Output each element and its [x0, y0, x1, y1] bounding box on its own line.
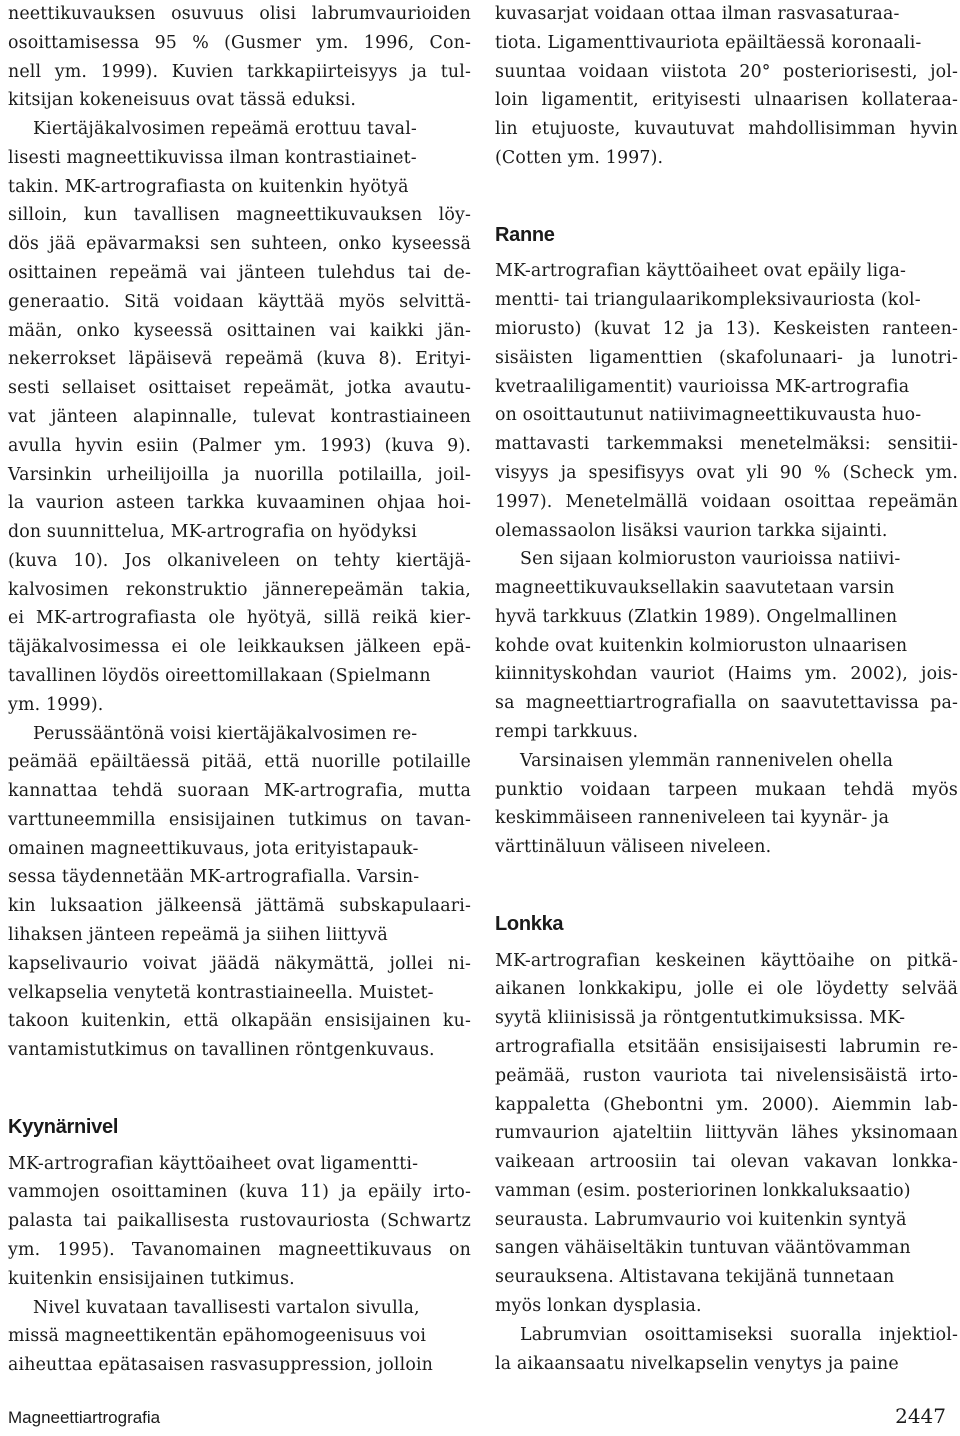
- section-spacer: [495, 939, 958, 947]
- text-line: seurauksena. Altistavana tekijänä tunnetaan: [495, 1267, 895, 1288]
- text-line: olemassaolon lisäksi vaurion tarkka sijainti.: [495, 520, 888, 541]
- text-line: sa magneettiartrografialla on saavutettavissa pa-: [495, 693, 958, 714]
- paragraph: [495, 0, 958, 173]
- text-line: missä magneettikentän epähomogeenisuus voi: [8, 1326, 427, 1347]
- right-column: [495, 0, 958, 1378]
- text-line: Nivel kuvataan tavallisesti vartalon sivulla,: [33, 1297, 420, 1318]
- text-line: aikanen lonkkakipu, jolle ei ole löydetty selvää: [495, 979, 958, 1000]
- text-line: vat jänteen alapinnalle, tulevat kontrastiaineen: [8, 406, 471, 427]
- text-line: kapselivaurio voivat jäädä näkymättä, jollei ni-: [8, 953, 471, 974]
- text-line: palasta tai paikallisesta rustovauriosta (Schwartz: [8, 1211, 471, 1232]
- text-line: varttuneemmilla ensisijainen tutkimus on tavan-: [8, 809, 471, 830]
- text-line: la vaurion asteen tarkka kuvaaminen ohjaa hoi-: [8, 493, 471, 514]
- text-line: Varsinaisen ylemmän rannenivelen ohella: [520, 750, 894, 771]
- text-line: osittainen repeämä vai jänteen tulehdus tai de-: [8, 263, 471, 284]
- text-line: syytä kliinisissä ja röntgentutkimuksissa. MK-: [495, 1008, 906, 1029]
- text-line: sesti sellaiset osittaiset repeämät, jotka avautu-: [8, 378, 471, 399]
- text-line: punktio voidaan tarpeen mukaan tehdä myös: [495, 779, 958, 800]
- text-line: täjäkalvosimessa ei ole leikkauksen jälkeen epä-: [8, 637, 471, 658]
- paragraph: [495, 545, 958, 746]
- text-line: sessa täydennetään MK-artrografialla. Varsin-: [8, 867, 420, 888]
- text-line: lisesti magneettikuvissa ilman kontrastiainet-: [8, 147, 417, 168]
- text-line: kuitenkin ensisijainen tutkimus.: [8, 1268, 295, 1289]
- text-line: don suunnittelua, MK-artrografia on hyödyksi: [8, 522, 417, 543]
- text-line: artrografialla etsitään ensisijaisesti labrumin re-: [495, 1037, 958, 1057]
- text-line: vamman (esim. posteriorinen lonkkaluksaatio): [495, 1180, 911, 1201]
- paragraph: [8, 115, 471, 719]
- text-line: kappaletta (Ghebontni ym. 2000). Aiemmin lab-: [495, 1094, 958, 1115]
- section-spacer: [495, 173, 958, 221]
- section-spacer: [495, 862, 958, 910]
- text-line: hyvä tarkkuus (Zlatkin 1989). Ongelmallinen: [495, 606, 898, 627]
- text-line: silloin, kun tavallisen magneettikuvauksen löy-: [8, 205, 471, 226]
- paragraph: [8, 1150, 471, 1294]
- text-line: kalvosimen rekonstruktio jännerepeämän takia,: [8, 579, 471, 600]
- text-line: magneettikuvauksellakin saavutetaan varsin: [495, 578, 895, 599]
- section-spacer: [8, 1065, 471, 1113]
- text-line: kvetraaliligamentit) vaurioissa MK-artrografia: [495, 376, 910, 397]
- text-line: nekerrokset läpäisevä repeämä (kuva 8). Erityi-: [8, 349, 471, 370]
- text-line: rempi tarkkuus.: [495, 721, 639, 742]
- text-line: MK-artrografian käyttöaiheet ovat epäily liga-: [495, 261, 907, 282]
- text-line: generaatio. Sitä voidaan käyttää myös selvittä-: [8, 291, 471, 312]
- section-heading-lonkka: Lonkka: [495, 912, 564, 935]
- text-line: sangen vähäiseltäkin tuntuvan vääntövamman: [495, 1238, 911, 1259]
- text-line: miorusto) (kuvat 12 ja 13). Keskeisten ranteen-: [495, 319, 958, 340]
- text-line: kitsijan kokeneisuus ovat tässä eduksi.: [8, 90, 357, 111]
- text-line: osoittamisessa 95 % (Gusmer ym. 1996, Con-: [8, 32, 471, 53]
- paragraph: [495, 1321, 958, 1379]
- text-line: lihaksen jänteen repeämä ja siihen liittyvä: [8, 925, 388, 945]
- text-line: nell ym. 1999). Kuvien tarkkapiirteisyys ja tul-: [8, 61, 471, 82]
- text-line: ym. 1999).: [8, 694, 104, 715]
- text-line: avulla hyvin esiin (Palmer ym. 1993) (kuva 9).: [8, 435, 471, 456]
- page-number: 2447: [895, 1404, 946, 1428]
- section-spacer: [495, 249, 958, 257]
- text-line: suuntaa voidaan viistota 20° posteriorisesti, jol-: [495, 61, 958, 82]
- text-line: Sen sijaan kolmioruston vaurioissa natiivi-: [520, 549, 901, 570]
- text-line: takoon kuitenkin, että olkapään ensisijainen ku-: [8, 1011, 471, 1032]
- text-line: Perussääntönä voisi kiertäjäkalvosimen re-: [33, 723, 418, 744]
- text-line: MK-artrografian keskeinen käyttöaihe on pitkä-: [495, 950, 958, 971]
- text-line: MK-artrografian käyttöaiheet ovat ligamentti-: [8, 1153, 419, 1174]
- text-line: kohde ovat kuitenkin kolmioruston ulnaarisen: [495, 635, 908, 656]
- text-line: tavallinen löydös oireettomillakaan (Spielmann: [8, 665, 431, 686]
- paragraph: [495, 747, 958, 862]
- text-line: aiheuttaa epätasaisen rasvasuppression, jolloin: [8, 1355, 434, 1376]
- text-line: vaikeaan artroosiin tai olevan vakavan lonkka-: [495, 1152, 958, 1173]
- paragraph: [495, 257, 958, 545]
- text-line: peämää, ruston vauriota tai nivelensisäistä irto-: [495, 1065, 958, 1086]
- text-line: värttinäluun väliseen niveleen.: [495, 837, 772, 858]
- text-line: kuvasarjat voidaan ottaa ilman rasvasaturaa-: [495, 4, 900, 24]
- text-line: kannattaa tehdä suoraan MK-artrografia, mutta: [8, 781, 471, 802]
- text-line: sisäisten ligamenttien (skafolunaari- ja lunotri-: [495, 347, 958, 368]
- text-line: mään, onko kyseessä osittainen vai kaikki jän-: [8, 320, 471, 341]
- text-line: tiota. Ligamenttivauriota epäiltäessä koronaali-: [495, 32, 922, 53]
- text-line: loin ligamentit, erityisesti ulnaarisen kollateraa-: [495, 90, 958, 111]
- text-line: visyys ja spesifisyys ovat yli 90 % (Scheck ym.: [495, 462, 958, 483]
- text-line: neettikuvauksen osuvuus olisi labrumvaurioiden: [8, 4, 471, 24]
- section-spacer: [8, 1142, 471, 1150]
- text-line: velkapselia venytetä kontrastiaineella. Muistet-: [8, 982, 434, 1003]
- text-line: Kiertäjäkalvosimen repeämä erottuu taval-: [33, 119, 417, 140]
- paragraph: [8, 0, 471, 115]
- text-line: dös jää epävarmaksi sen suhteen, onko kyseessä: [8, 234, 471, 255]
- text-line: 1997). Menetelmällä voidaan osoittaa repeämän: [495, 491, 958, 512]
- text-line: vantamistutkimus on tavallinen röntgenkuvaus.: [8, 1040, 435, 1061]
- text-line: la aikaansaatu nivelkapselin venytys ja paine: [495, 1353, 899, 1374]
- text-line: peämää epäiltäessä pitää, että nuorille potilaille: [8, 752, 471, 773]
- text-line: (kuva 10). Jos olkaniveleen on tehty kiertäjä-: [8, 550, 471, 571]
- text-line: kin luksaation jälkeensä jättämä subskapulaari-: [8, 896, 471, 917]
- text-line: takin. MK-artrografiasta on kuitenkin hyötyä: [8, 176, 409, 197]
- text-line: omainen magneettikuvaus, jota erityistapauk-: [8, 838, 419, 859]
- text-line: Varsinkin urheilijoilla ja nuorilla potilailla, joil-: [8, 464, 471, 485]
- paragraph: [8, 1294, 471, 1380]
- text-line: vammojen osoittaminen (kuva 11) ja epäily irto-: [8, 1182, 471, 1203]
- text-line: (Cotten ym. 1997).: [495, 147, 664, 168]
- text-line: rumvaurion ajateltiin liittyvän lähes yksinomaan: [495, 1123, 958, 1144]
- text-line: ei MK-artrografiasta ole hyötyä, sillä reikä kier-: [8, 608, 471, 629]
- text-line: keskimmäiseen ranneniveleen tai kyynär- ja: [495, 808, 890, 829]
- text-line: seurausta. Labrumvaurio voi kuitenkin syntyä: [495, 1209, 907, 1230]
- left-column: [8, 0, 471, 1380]
- text-line: on osoittautunut natiivimagneettikuvausta huo-: [495, 405, 922, 426]
- text-line: myös lonkan dysplasia.: [495, 1296, 702, 1317]
- text-line: kiinnityskohdan vauriot (Haims ym. 2002), jois-: [495, 664, 958, 685]
- running-title: Magneettiartrografia: [8, 1408, 161, 1427]
- text-line: ym. 1995). Tavanomainen magneettikuvaus on: [8, 1240, 471, 1261]
- text-line: mentti- tai triangulaarikompleksivauriosta (kol-: [495, 290, 921, 311]
- paragraph: [8, 720, 471, 1065]
- text-line: lin etujuoste, kuvautuvat mahdollisimman hyvin: [495, 119, 958, 140]
- paragraph: [495, 947, 958, 1321]
- text-line: Labrumvian osoittamiseksi suoralla injektiol-: [520, 1324, 958, 1345]
- text-line: mattavasti tarkemmaksi menetelmäksi: sensitii-: [495, 434, 958, 455]
- section-heading-ranne: Ranne: [495, 223, 555, 246]
- section-heading-kyynarnivel: Kyynärnivel: [8, 1115, 119, 1138]
